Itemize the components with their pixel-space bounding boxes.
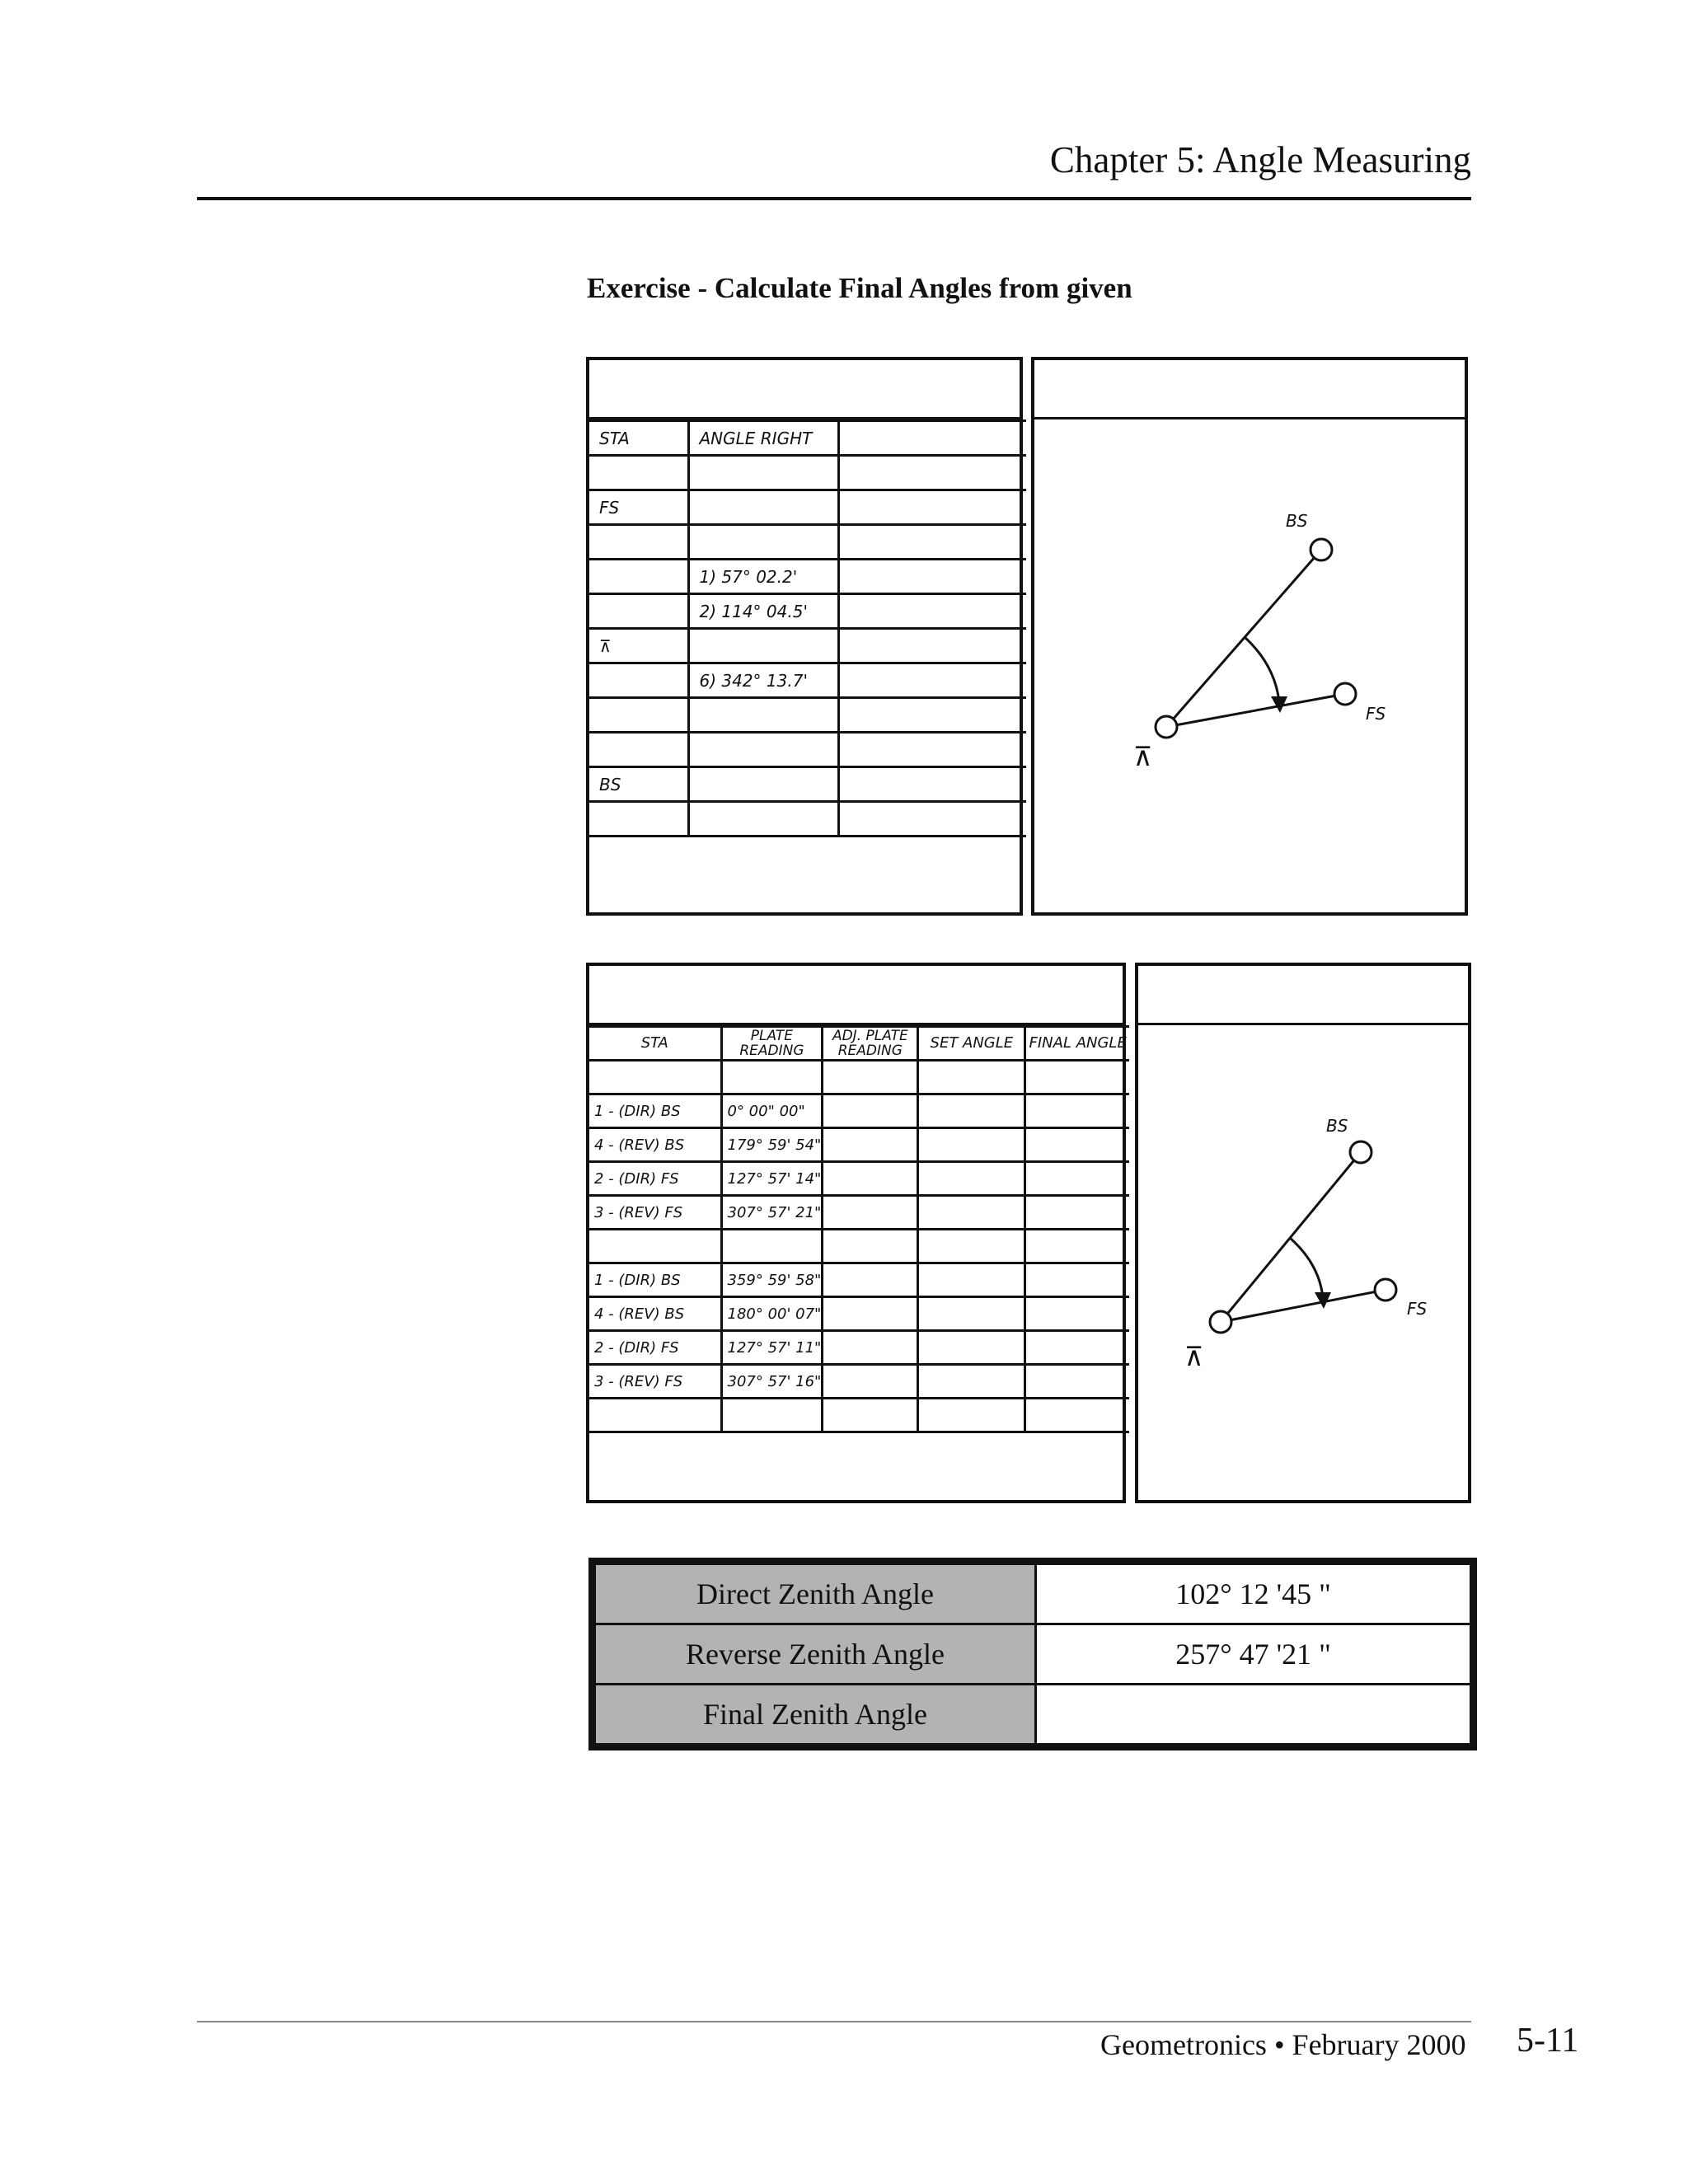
instrument-point [1156,716,1177,738]
sketch-panel-2 [1135,963,1471,1503]
table-header-row [589,1027,1129,1061]
header-set-angle: SET ANGLE [918,1027,1025,1061]
field-note-table-1 [586,357,1023,916]
bs-point [1311,539,1332,560]
angle-right-table [589,419,1026,837]
table-row: 4 - (REV) BS 179° 59' 54" [589,1128,1129,1162]
fs-point [1375,1279,1396,1301]
note-header-strip [589,360,1020,419]
table-row [595,1564,1471,1624]
final-zenith-label: Final Zenith Angle [595,1685,1036,1745]
table-row: 2 - (DIR) FS 127° 57' 11" [589,1331,1129,1365]
header-sta: STA [589,421,688,456]
table-row: BS [589,767,1026,802]
header-adj-plate-reading: ADJ. PLATE READING [823,1027,918,1061]
bs-line [1166,550,1321,727]
table-row: 1 - (DIR) BS 0° 00" 00" [589,1094,1129,1128]
table-row [589,733,1026,767]
plate-reading-table [589,1025,1129,1433]
table-row [589,1061,1129,1094]
table-row [589,698,1026,733]
final-zenith-value [1036,1685,1471,1745]
page-number: 5-11 [1517,2022,1579,2060]
instrument-point [1210,1311,1231,1333]
angle-arc [1245,637,1279,702]
table-row [589,1399,1129,1432]
footer-text: Geometronics • February 2000 [1100,2028,1466,2061]
table-row: FS [589,490,1026,525]
table-row [589,456,1026,490]
header-angle-right: ANGLE RIGHT [688,421,838,456]
reverse-zenith-label: Reverse Zenith Angle [595,1624,1036,1685]
table-row [589,802,1026,837]
angle-arc [1290,1238,1323,1298]
table-row: 3 - (REV) FS 307° 57' 16" [589,1365,1129,1399]
chapter-title: Chapter 5: Angle Measuring [1049,139,1471,180]
table-row: ⊼ [589,629,1026,663]
table-row [589,1230,1129,1263]
table-row: 4 - (REV) BS 180° 00' 07" [589,1297,1129,1331]
direct-zenith-label: Direct Zenith Angle [595,1564,1036,1624]
angle-sketch-2 [1138,966,1475,1507]
bs-point [1350,1141,1372,1163]
table-header-row [589,421,1026,456]
table-row: 2) 114° 04.5' [589,594,1026,629]
reverse-zenith-value: 257° 47 '21 " [1036,1624,1471,1685]
note-header-strip [589,966,1123,1025]
header-final-angle: FINAL ANGLE [1025,1027,1129,1061]
angle-sketch-1 [1034,360,1471,919]
fs-line [1166,694,1345,727]
direct-zenith-value: 102° 12 '45 " [1036,1564,1471,1624]
instrument-symbol: ⊼ [1184,1341,1204,1372]
table-row [595,1624,1471,1685]
table-row [589,525,1026,560]
fs-line [1221,1290,1386,1322]
table-row: 2 - (DIR) FS 127° 57' 14" [589,1162,1129,1196]
header-rule [197,197,1471,200]
exercise-title: Exercise - Calculate Final Angles from given [587,272,1132,304]
fs-label: FS [1366,704,1386,724]
table-row: 1 - (DIR) BS 359° 59' 58" [589,1263,1129,1297]
fs-point [1334,683,1356,705]
bs-label: BS [1286,511,1308,531]
field-note-table-2 [586,963,1126,1503]
table-row: 1) 57° 02.2' [589,560,1026,594]
table-row: 3 - (REV) FS 307° 57' 21" [589,1196,1129,1230]
header-plate-reading: PLATE READING [721,1027,823,1061]
zenith-angle-table [588,1558,1477,1750]
table-row: 6) 342° 13.7' [589,663,1026,698]
fs-label: FS [1407,1299,1428,1319]
sketch-panel-1 [1031,357,1468,916]
instrument-symbol: ⊼ [1133,741,1153,772]
header-sta: STA [589,1027,721,1061]
table-row [595,1685,1471,1745]
bs-label: BS [1326,1116,1348,1136]
footer-rule [197,2021,1471,2022]
